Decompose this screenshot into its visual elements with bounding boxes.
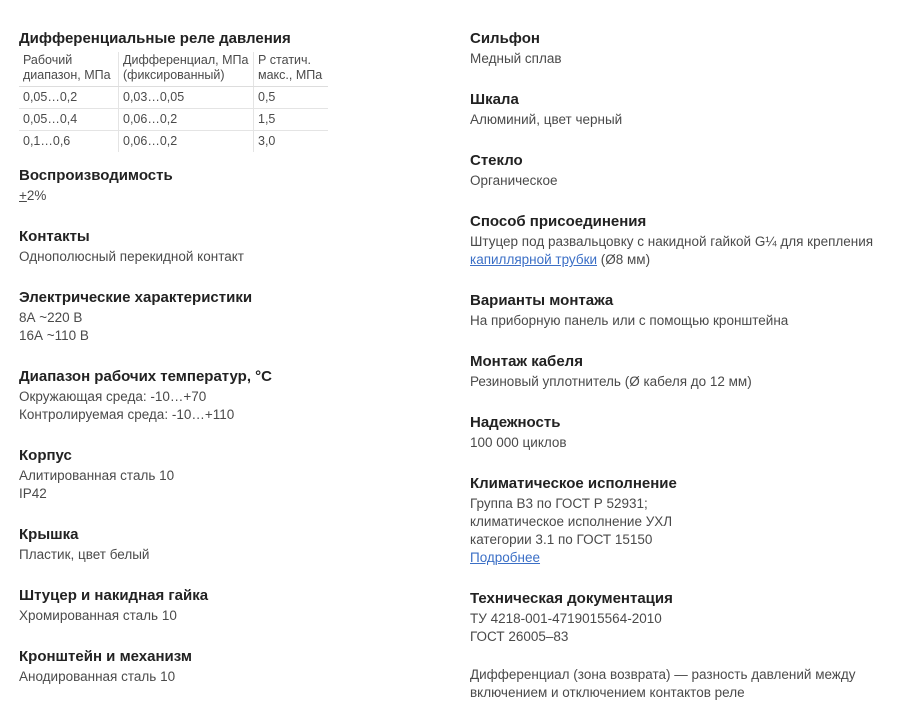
contacts-title: Контакты <box>19 228 90 245</box>
housing-material: Алитированная сталь 10 <box>19 468 175 483</box>
climate-more <box>470 549 900 567</box>
reliability-value: 100 000 циклов <box>470 435 567 450</box>
bracket-value: Анодированная сталь 10 <box>19 669 176 684</box>
scale-section <box>470 91 900 129</box>
bellows-title: Сильфон <box>470 30 540 47</box>
contacts-value: Однополюсный перекидной контакт <box>19 249 244 264</box>
temperature-title: Диапазон рабочих температур, °С <box>19 368 272 385</box>
docs-title: Техническая документация <box>470 590 673 607</box>
electrical-line-2: 16А ~110 В <box>19 328 89 343</box>
reproducibility-number: 2% <box>26 188 47 203</box>
more-link[interactable]: Подробнее <box>470 550 541 565</box>
note-line-1: Дифференциал (зона возврата) — разность давлений между <box>470 667 856 682</box>
reproducibility-title: Воспроизводимость <box>19 167 173 184</box>
table-cell: 0,06…0,2 <box>119 109 254 131</box>
housing-protection: IP42 <box>19 486 47 501</box>
climate-section <box>470 475 900 567</box>
table-cell: 0,03…0,05 <box>119 87 254 109</box>
mounting-value: На приборную панель или с помощью кронштейна <box>470 313 789 328</box>
temperature-section <box>19 368 439 424</box>
mounting-title: Варианты монтажа <box>470 292 614 309</box>
relay-title: Дифференциальные реле давления <box>19 30 291 47</box>
cover-value: Пластик, цвет белый <box>19 547 150 562</box>
bellows-value: Медный сплав <box>470 51 562 66</box>
docs-gost: ГОСТ 26005–83 <box>470 629 569 644</box>
table-cell: 0,5 <box>254 87 329 109</box>
scale-title: Шкала <box>470 91 519 108</box>
reproducibility-value <box>19 187 439 205</box>
table-cell: 0,05…0,2 <box>19 87 119 109</box>
climate-title: Климатическое исполнение <box>470 475 677 492</box>
plus-minus-sign: + <box>19 188 27 203</box>
table-cell: 3,0 <box>254 131 329 153</box>
climate-line-2: климатическое исполнение УХЛ <box>470 514 673 529</box>
cable-title: Монтаж кабеля <box>470 353 583 370</box>
reliability-section <box>470 414 900 452</box>
bracket-title: Кронштейн и механизм <box>19 648 192 665</box>
cable-section <box>470 353 900 391</box>
fitting-section <box>19 587 439 625</box>
temperature-ambient: Окружающая среда: -10…+70 <box>19 389 207 404</box>
differential-note <box>470 666 900 702</box>
connection-title: Способ присоединения <box>470 213 647 230</box>
connection-section <box>470 213 900 269</box>
table-row <box>19 87 328 109</box>
bracket-section <box>19 648 439 686</box>
climate-line-3: категории 3.1 по ГОСТ 15150 <box>470 532 653 547</box>
table-row <box>19 131 328 153</box>
bellows-section <box>470 30 900 68</box>
relay-section <box>19 30 439 152</box>
electrical-title: Электрические характеристики <box>19 289 253 306</box>
relay-col-differential: Дифференциал, МПа (фиксированный) <box>119 52 254 87</box>
cover-section <box>19 526 439 564</box>
docs-section <box>470 590 900 646</box>
contacts-section <box>19 228 439 266</box>
housing-section <box>19 447 439 503</box>
electrical-section <box>19 289 439 345</box>
fitting-title: Штуцер и накидная гайка <box>19 587 209 604</box>
connection-text: Штуцер под развальцовку с накидной гайкой G¼ для крепления <box>470 234 874 249</box>
scale-value: Алюминий, цвет черный <box>470 112 623 127</box>
electrical-line-1: 8А ~220 В <box>19 310 83 325</box>
table-cell: 0,1…0,6 <box>23 134 71 148</box>
cover-title: Крышка <box>19 526 79 543</box>
mounting-section <box>470 292 900 330</box>
docs-tu: ТУ 4218-001-4719015564-2010 <box>470 611 662 626</box>
connection-diameter: (Ø8 мм) <box>597 252 651 267</box>
fitting-value: Хромированная сталь 10 <box>19 608 177 623</box>
reproducibility-section <box>19 167 439 205</box>
table-cell: 0,06…0,2 <box>119 131 254 153</box>
relay-col-range: Рабочий диапазон, МПа <box>19 52 119 87</box>
glass-value: Органическое <box>470 173 558 188</box>
climate-line-1: Группа В3 по ГОСТ Р 52931; <box>470 496 648 511</box>
temperature-controlled: Контролируемая среда: -10…+110 <box>19 407 235 422</box>
relay-table <box>19 52 328 152</box>
table-row <box>19 109 328 131</box>
table-cell: 1,5 <box>254 109 329 131</box>
connection-detail <box>470 251 900 269</box>
relay-col-static: Р статич. макс., МПа <box>254 52 329 87</box>
note-line-2: включением и отключением контактов реле <box>470 685 745 700</box>
left-column <box>19 30 439 709</box>
housing-title: Корпус <box>19 447 72 464</box>
table-cell: 0,05…0,4 <box>19 109 119 131</box>
glass-section <box>470 152 900 190</box>
capillary-tube-link[interactable]: капиллярной трубки <box>470 252 598 267</box>
cable-value: Резиновый уплотнитель (Ø кабеля до 12 мм) <box>470 374 752 389</box>
right-column <box>470 30 900 702</box>
glass-title: Стекло <box>470 152 523 169</box>
reliability-title: Надежность <box>470 414 561 431</box>
relay-header-row <box>19 52 328 87</box>
